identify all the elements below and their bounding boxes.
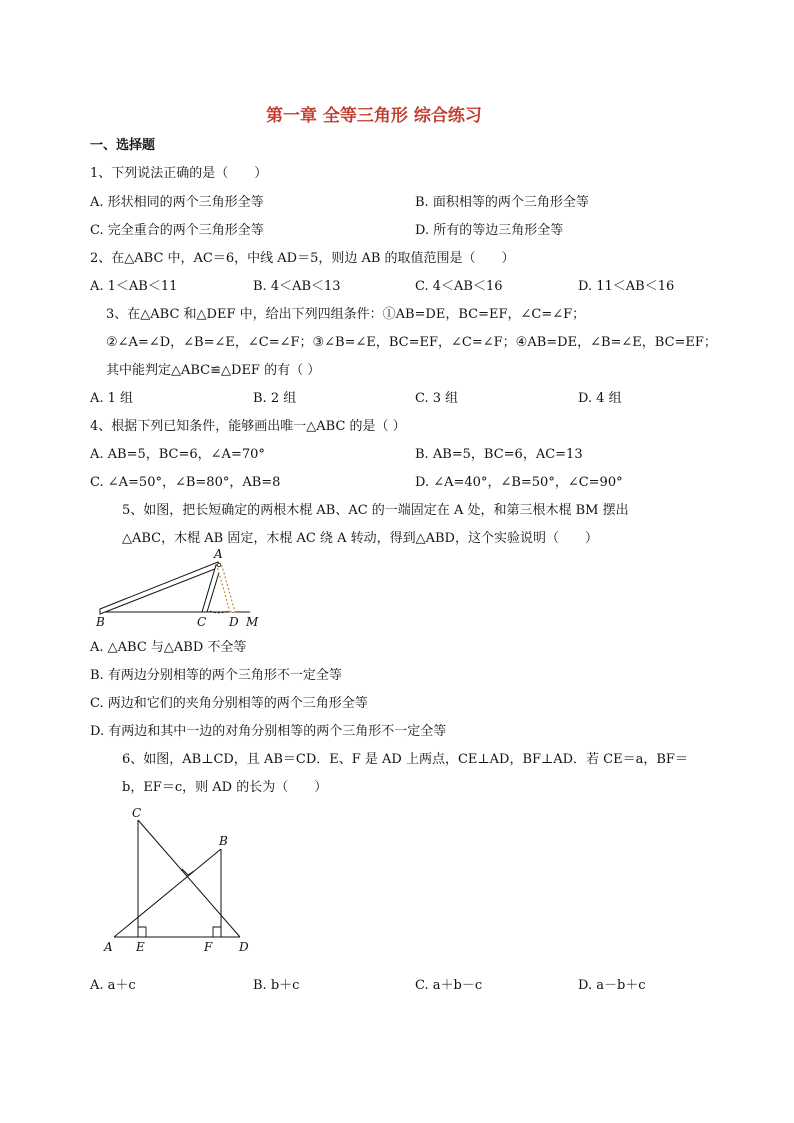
q3-option-b[interactable]: B. 2 组 — [253, 391, 297, 406]
q3-option-d[interactable]: D. 4 组 — [578, 391, 622, 406]
q6-right-angle-f — [213, 927, 221, 937]
q6-right-angle-e — [138, 927, 146, 937]
q6-label-c: C — [132, 806, 142, 820]
q5-stem-line1: 5、如图，把长短确定的两根木棍 AB、AC 的一端固定在 A 处，和第三根木棍 BM 摆出 — [122, 503, 629, 518]
q6-stem-line1: 6、如图，AB⊥CD，且 AB＝CD．E、F 是 AD 上两点，CE⊥AD，BF⊥AD．若 CE＝a，BF＝ — [122, 752, 688, 767]
q6-figure — [100, 805, 270, 955]
q6-segment-ab — [114, 849, 221, 937]
q3-stem-line1: 3、在△ABC 和△DEF 中，给出下列四组条件：①AB=DE，BC=EF，∠C=∠F； — [106, 307, 586, 322]
q6-option-c[interactable]: C. a＋b－c — [415, 978, 483, 993]
q5-label-c: C — [197, 615, 207, 629]
q2-option-d[interactable]: D. 11＜AB＜16 — [578, 279, 675, 294]
q1-stem: 1、下列说法正确的是（ ） — [90, 166, 268, 181]
q2-option-a[interactable]: A. 1＜AB＜11 — [90, 279, 178, 294]
q5-label-a: A — [214, 547, 223, 561]
q1-option-b[interactable]: B. 面积相等的两个三角形全等 — [415, 195, 589, 210]
q5-label-d: D — [229, 615, 239, 629]
q4-option-c[interactable]: C. ∠A=50°，∠B=80°，AB=8 — [90, 475, 281, 490]
q6-label-a: A — [104, 940, 113, 954]
q5-stick-ad — [217, 566, 235, 612]
q5-option-b[interactable]: B. 有两边分别相等的两个三角形不一定全等 — [90, 668, 342, 683]
q2-option-c[interactable]: C. 4＜AB＜16 — [415, 279, 503, 294]
page-title: 第一章 全等三角形 综合练习 — [266, 106, 482, 126]
q6-label-d: D — [239, 940, 249, 954]
q6-stem-line2: b，EF＝c，则 AD 的长为（ ） — [122, 780, 328, 795]
q6-option-a[interactable]: A. a＋c — [90, 978, 136, 993]
q5-option-c[interactable]: C. 两边和它们的夹角分别相等的两个三角形全等 — [90, 696, 368, 711]
q1-option-d[interactable]: D. 所有的等边三角形全等 — [415, 223, 564, 238]
q4-option-b[interactable]: B. AB=5，BC=6，AC=13 — [415, 447, 583, 462]
q3-stem-line2: ②∠A=∠D，∠B=∠E，∠C=∠F；③∠B=∠E，BC=EF，∠C=∠F；④AB=DE，∠B=∠E，BC=EF； — [106, 335, 717, 350]
q5-option-a[interactable]: A. △ABC 与△ABD 不全等 — [90, 640, 247, 655]
q3-option-c[interactable]: C. 3 组 — [415, 391, 459, 406]
q6-label-f: F — [204, 940, 213, 954]
q5-stick-ab — [100, 562, 220, 614]
q4-stem: 4、根据下列已知条件，能够画出唯一△ABC 的是（ ） — [90, 419, 406, 434]
q5-label-b: B — [96, 615, 105, 629]
q5-figure — [90, 545, 280, 630]
section-heading: 一、选择题 — [90, 138, 156, 153]
q4-option-d[interactable]: D. ∠A=40°，∠B=50°，∠C=90° — [415, 475, 623, 490]
q5-pivot-a — [217, 563, 221, 567]
q5-stem-line2: △ABC，木棍 AB 固定，木棍 AC 绕 A 转动，得到△ABD，这个实验说明（ ） — [122, 531, 598, 546]
q2-option-b[interactable]: B. 4＜AB＜13 — [253, 279, 341, 294]
q1-option-c[interactable]: C. 完全重合的两个三角形全等 — [90, 223, 264, 238]
q5-option-d[interactable]: D. 有两边和其中一边的对角分别相等的两个三角形不一定全等 — [90, 724, 447, 739]
q2-stem: 2、在△ABC 中，AC＝6，中线 AD＝5，则边 AB 的取值范围是（ ） — [90, 251, 515, 266]
q3-stem-line3: 其中能判定△ABC≌△DEF 的有（ ） — [106, 363, 321, 378]
q4-option-a[interactable]: A. AB=5，BC=6，∠A=70° — [90, 447, 265, 462]
q1-option-a[interactable]: A. 形状相同的两个三角形全等 — [90, 195, 264, 210]
q6-option-d[interactable]: D. a－b＋c — [578, 978, 646, 993]
q6-option-b[interactable]: B. b＋c — [253, 978, 300, 993]
q6-label-b: B — [219, 834, 228, 848]
q5-label-m: M — [246, 615, 259, 629]
q6-label-e: E — [136, 940, 145, 954]
q3-option-a[interactable]: A. 1 组 — [90, 391, 134, 406]
